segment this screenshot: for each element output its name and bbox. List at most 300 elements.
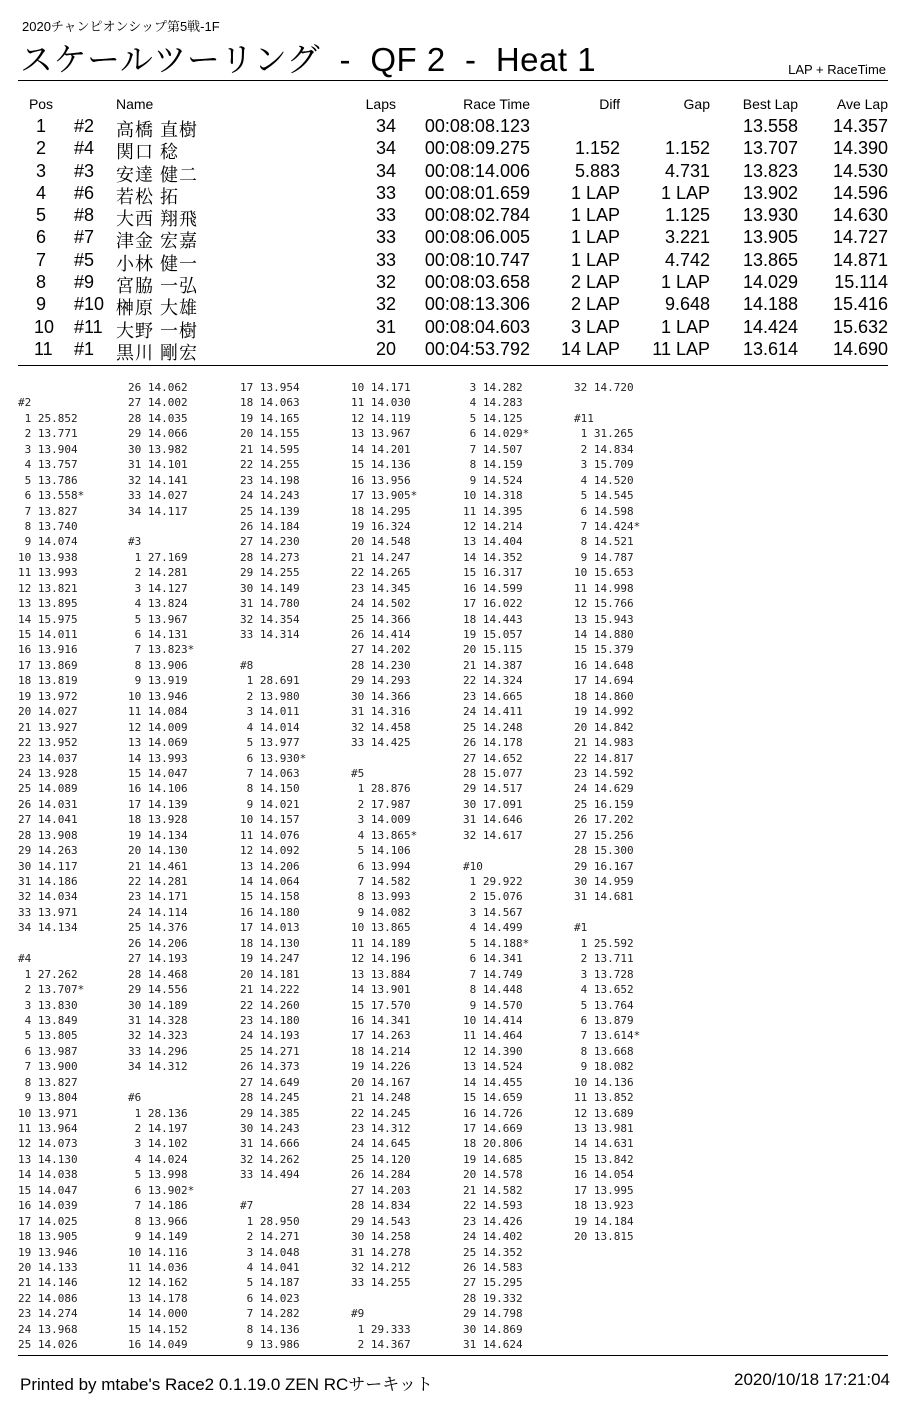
- lap-time-line: [351, 1291, 466, 1306]
- result-laps: 31: [375, 316, 396, 337]
- lap-time-line: 25 14.139: [240, 504, 300, 518]
- lap-time-line: 19 14.685: [463, 1152, 523, 1166]
- col-gap: Gap: [683, 96, 710, 112]
- lap-time-line: 20 14.167: [351, 1075, 411, 1089]
- result-diff: 5.883: [574, 160, 620, 181]
- lap-time-line: 23 14.345: [351, 581, 411, 595]
- lap-time-line: 22 14.086: [18, 1291, 78, 1305]
- result-ave-lap: 15.416: [832, 294, 888, 315]
- lap-time-line: 18 13.923: [574, 1199, 634, 1213]
- lap-time-line: 15 14.047: [128, 766, 188, 780]
- driver-lap-header: #4: [18, 952, 32, 966]
- lap-time-line: 16 13.916: [18, 643, 78, 657]
- result-laps: 33: [375, 227, 396, 248]
- lap-time-line: 20 14.155: [240, 427, 300, 441]
- result-laps: 34: [375, 116, 396, 136]
- lap-time-line: 9 13.919: [128, 674, 188, 688]
- lap-time-line: 9 14.074: [18, 535, 78, 549]
- lap-time-line: 30 13.982: [128, 442, 188, 456]
- lap-time-line: 10 14.157: [240, 813, 300, 827]
- lap-time-line: 12 14.073: [18, 1137, 78, 1151]
- lap-time-line: 22 14.593: [463, 1199, 523, 1213]
- result-pos: 9: [35, 294, 46, 315]
- lap-time-line: 4 14.283: [463, 396, 523, 410]
- result-row: [18, 272, 890, 297]
- lap-time-line: 13 13.895: [18, 597, 78, 611]
- lap-time-line: 12 14.214: [463, 519, 523, 533]
- lap-time-line: 33 14.494: [240, 1168, 300, 1182]
- lap-time-line: 3 14.009: [351, 813, 411, 827]
- driver-lap-header: #8: [240, 658, 254, 672]
- lap-time-line: 4 14.014: [240, 720, 300, 734]
- lap-time-line: 5 14.187: [240, 1276, 300, 1290]
- lap-time-line: 19 14.134: [128, 828, 188, 842]
- mode-label: LAP + RaceTime: [788, 62, 886, 77]
- result-diff: 2 LAP: [570, 294, 620, 315]
- lap-time-line: 3 14.567: [463, 905, 523, 919]
- lap-time-line: 11 13.964: [18, 1122, 78, 1135]
- lap-time-line: 19 14.165: [240, 411, 300, 425]
- lap-time-line: 23 14.180: [240, 1013, 300, 1027]
- lap-time-line: 25 14.248: [463, 720, 523, 734]
- lap-time-line: 21 14.582: [463, 1183, 523, 1197]
- lap-time-line: 26 14.414: [351, 628, 411, 641]
- result-num: #2: [74, 116, 95, 136]
- result-diff: 1.152: [574, 138, 620, 159]
- lap-time-line: 28 14.230: [351, 658, 411, 672]
- lap-time-line: 6 14.023: [240, 1291, 300, 1305]
- result-pos: 5: [35, 205, 46, 226]
- lap-time-line: 30 14.959: [574, 875, 634, 888]
- lap-time-line: 8 13.966: [128, 1214, 188, 1228]
- lap-time-line: 24 13.928: [18, 766, 78, 780]
- lap-time-line: 15 17.570: [351, 998, 411, 1012]
- result-best-lap: 13.902: [742, 182, 798, 203]
- lap-time-line: 18 13.928: [128, 813, 188, 827]
- lap-time-line: 27 14.202: [351, 643, 411, 657]
- result-diff: 1 LAP: [570, 227, 620, 248]
- lap-time-line: 30 17.091: [463, 797, 523, 811]
- result-pos: 3: [35, 160, 46, 181]
- lap-time-line: 17 13.869: [18, 658, 78, 672]
- lap-time-line: 22 14.260: [240, 998, 300, 1012]
- lap-time-line: 24 14.411: [463, 705, 523, 719]
- result-ave-lap: 14.596: [832, 182, 888, 203]
- lap-time-line: 14 15.975: [18, 612, 78, 626]
- lap-time-line: 22 14.324: [463, 674, 523, 688]
- lap-time-line: 13 13.981: [574, 1122, 634, 1135]
- result-row: [18, 317, 890, 339]
- lap-time-line: 11 13.852: [574, 1091, 634, 1105]
- lap-time-line: 22 13.952: [18, 736, 78, 750]
- lap-time-line: 30 14.243: [240, 1122, 300, 1135]
- lap-time-line: 6 14.598: [574, 504, 634, 518]
- lap-time-line: 8 13.668: [574, 1044, 634, 1058]
- lap-time-line: 11 14.036: [128, 1260, 188, 1274]
- lap-time-line: 12 15.766: [574, 597, 634, 611]
- results-table: [18, 96, 890, 361]
- result-best-lap: 13.823: [742, 160, 798, 181]
- result-num: #9: [74, 272, 95, 293]
- lap-time-line: 22 14.255: [240, 458, 300, 472]
- lap-time-line: 9 18.082: [574, 1060, 634, 1074]
- lap-time-line: 15 14.152: [128, 1322, 188, 1336]
- lap-time-line: 18 14.063: [240, 396, 300, 410]
- lap-time-line: 19 14.992: [574, 705, 634, 719]
- footer-timestamp: 2020/10/18 17:21:04: [734, 1370, 890, 1389]
- lap-time-line: 5 13.786: [18, 473, 78, 487]
- lap-time-line: 27 14.002: [128, 396, 188, 410]
- footer-rule: [18, 1355, 888, 1356]
- lap-time-line: 28 14.468: [128, 967, 188, 981]
- lap-time-line: 8 13.827: [18, 1075, 78, 1089]
- lap-time-line: 4 13.824: [128, 597, 188, 611]
- lap-time-line: 3 14.102: [128, 1137, 188, 1151]
- result-laps: 33: [375, 205, 396, 226]
- driver-lap-header: #2: [18, 396, 32, 410]
- lap-time-line: 5 14.545: [574, 489, 634, 503]
- lap-time-line: 16 14.648: [574, 658, 634, 672]
- lap-time-line: 30 14.258: [351, 1230, 411, 1244]
- lap-column: [351, 380, 466, 1353]
- result-num: #1: [74, 338, 95, 359]
- results-rule: [18, 365, 888, 366]
- lap-time-line: 8 13.993: [351, 890, 411, 904]
- lap-time-line: 28 15.300: [574, 844, 634, 858]
- lap-time-line: 23 14.171: [128, 890, 188, 904]
- result-race-time: 00:08:10.747: [424, 249, 530, 270]
- lap-time-line: 31 14.646: [463, 813, 523, 827]
- lap-time-line: 29 14.263: [18, 844, 78, 858]
- lap-time-line: 13 14.130: [18, 1152, 78, 1166]
- lap-time-line: 21 14.461: [128, 859, 188, 873]
- lap-time-line: 10 13.938: [18, 550, 78, 564]
- lap-time-line: 6 13.879: [574, 1013, 634, 1027]
- lap-time-line: 24 14.114: [128, 905, 188, 919]
- lap-time-line: 26 14.031: [18, 797, 78, 811]
- lap-time-line: 14 14.352: [463, 550, 523, 564]
- result-name: 若松 拓: [116, 186, 180, 207]
- lap-time-line: 7 13.900: [18, 1060, 78, 1074]
- lap-time-line: 26 14.062: [128, 381, 188, 394]
- lap-time-line: 29 14.385: [240, 1106, 300, 1120]
- lap-time-line: 6 13.902*: [128, 1183, 195, 1197]
- lap-time-line: 16 14.049: [128, 1338, 188, 1352]
- lap-time-line: 7 14.186: [128, 1199, 188, 1213]
- lap-column: [18, 380, 133, 1353]
- lap-time-line: 17 14.139: [128, 797, 188, 811]
- lap-time-line: 14 14.455: [463, 1075, 523, 1089]
- lap-time-line: 8 14.159: [463, 458, 523, 472]
- lap-time-line: 6 14.029*: [463, 427, 530, 441]
- result-num: #10: [74, 294, 105, 315]
- lap-time-line: 1 28.876: [351, 782, 411, 796]
- lap-time-line: 19 15.057: [463, 628, 523, 641]
- lap-time-line: 6 13.558*: [18, 489, 85, 503]
- result-num: #5: [74, 249, 95, 270]
- result-best-lap: 13.865: [742, 249, 798, 270]
- driver-lap-header: #3: [128, 535, 142, 549]
- driver-lap-header: #10: [463, 859, 483, 873]
- lap-time-line: 7 13.614*: [574, 1029, 641, 1043]
- result-name: 大西 翔飛: [116, 209, 199, 230]
- lap-time-line: 24 14.193: [240, 1029, 300, 1043]
- lap-time-line: 11 14.084: [128, 705, 188, 719]
- lap-time-line: 24 14.645: [351, 1137, 411, 1151]
- lap-time-line: 6 14.131: [128, 628, 188, 641]
- lap-time-line: 34 14.312: [128, 1060, 188, 1074]
- lap-time-line: 10 14.414: [463, 1013, 523, 1027]
- result-race-time: 00:08:09.275: [424, 138, 530, 159]
- lap-time-line: 25 14.352: [463, 1245, 523, 1259]
- result-race-time: 00:08:14.006: [424, 160, 530, 181]
- lap-time-line: 4 13.865*: [351, 828, 418, 842]
- result-laps: 20: [375, 338, 396, 359]
- lap-time-line: 11 14.189: [351, 936, 411, 950]
- lap-time-line: 13 13.884: [351, 967, 411, 981]
- col-best-lap: Best Lap: [742, 96, 798, 112]
- lap-time-line: 28 19.332: [463, 1291, 523, 1305]
- lap-time-line: 21 14.247: [351, 550, 411, 564]
- lap-time-line: 10 13.946: [128, 689, 188, 703]
- lap-time-line: 25 14.089: [18, 782, 78, 796]
- lap-time-line: 3 13.728: [574, 967, 634, 981]
- lap-time-line: 21 14.146: [18, 1276, 78, 1290]
- result-row: [18, 339, 890, 361]
- lap-time-line: 12 14.162: [128, 1276, 188, 1290]
- lap-time-line: 23 14.426: [463, 1214, 523, 1228]
- result-best-lap: 13.905: [742, 227, 798, 248]
- lap-time-line: 3 15.709: [574, 458, 634, 472]
- lap-time-line: 9 13.804: [18, 1091, 78, 1105]
- lap-time-line: 31 14.624: [463, 1338, 523, 1352]
- lap-time-line: 8 14.521: [574, 535, 634, 549]
- lap-time-line: 10 14.136: [574, 1075, 634, 1089]
- result-name: 黒川 剛宏: [116, 342, 199, 363]
- lap-time-line: 17 16.022: [463, 597, 523, 611]
- lap-time-line: 11 14.076: [240, 828, 300, 842]
- lap-time-line: 14 14.000: [128, 1307, 188, 1321]
- lap-time-line: 5 13.998: [128, 1168, 188, 1182]
- lap-time-line: 27 15.256: [574, 828, 634, 842]
- result-ave-lap: 15.114: [834, 272, 888, 293]
- lap-time-line: 26 17.202: [574, 813, 634, 827]
- lap-time-line: 20 14.548: [351, 535, 411, 549]
- result-name: 小林 健一: [116, 253, 199, 274]
- lap-time-line: 27 15.295: [463, 1276, 523, 1290]
- lap-time-line: 20 14.578: [463, 1168, 523, 1182]
- lap-time-line: 4 14.024: [128, 1152, 188, 1166]
- result-best-lap: 13.930: [742, 205, 798, 226]
- lap-time-line: 13 14.524: [463, 1060, 523, 1074]
- lap-time-line: 14 14.064: [240, 875, 300, 888]
- lap-time-line: 11 14.464: [463, 1029, 523, 1043]
- lap-time-line: 26 14.583: [463, 1260, 523, 1274]
- lap-time-line: 19 14.247: [240, 952, 300, 966]
- lap-time-line: 4 14.041: [240, 1260, 300, 1274]
- lap-time-line: 29 16.167: [574, 859, 634, 873]
- lap-time-line: 7 14.063: [240, 766, 300, 780]
- result-gap: 1 LAP: [660, 272, 710, 293]
- result-num: #11: [74, 316, 103, 337]
- lap-time-line: [351, 751, 466, 766]
- lap-time-line: 15 14.659: [463, 1091, 523, 1105]
- lap-time-line: 17 14.694: [574, 674, 634, 688]
- lap-time-line: 2 15.076: [463, 890, 523, 904]
- result-name: 安達 健二: [116, 164, 199, 185]
- result-pos: 6: [35, 227, 46, 248]
- lap-time-line: 29 14.543: [351, 1214, 411, 1228]
- lap-time-line: 31 14.316: [351, 705, 411, 719]
- lap-time-line: 12 13.821: [18, 581, 78, 595]
- result-laps: 32: [375, 272, 396, 293]
- lap-time-line: 8 14.150: [240, 782, 300, 796]
- lap-time-line: 1 27.169: [128, 550, 188, 564]
- lap-time-line: 15 14.136: [351, 458, 411, 472]
- result-pos: 2: [35, 138, 46, 159]
- lap-time-line: 5 14.106: [351, 844, 411, 858]
- result-ave-lap: 14.630: [832, 205, 888, 226]
- lap-time-line: 23 14.198: [240, 473, 300, 487]
- lap-time-line: 26 14.178: [463, 736, 523, 750]
- lap-time-line: 26 14.206: [128, 936, 188, 950]
- lap-time-line: 29 14.066: [128, 427, 188, 441]
- lap-time-line: 17 14.025: [18, 1214, 78, 1228]
- lap-time-line: 22 14.281: [128, 875, 188, 888]
- result-diff: 1 LAP: [570, 205, 620, 226]
- lap-time-line: 30 14.366: [351, 689, 411, 703]
- page-title: スケールツーリング - QF 2 - Heat 1: [20, 41, 597, 78]
- lap-time-line: 31 14.328: [128, 1013, 188, 1027]
- lap-time-line: 29 14.798: [463, 1307, 523, 1321]
- result-gap: 4.731: [664, 160, 710, 181]
- result-row: [18, 138, 890, 163]
- lap-time-line: 2 14.281: [128, 566, 188, 580]
- lap-time-line: 25 14.120: [351, 1152, 411, 1166]
- lap-time-line: 2 13.980: [240, 689, 300, 703]
- lap-time-line: 8 13.740: [18, 519, 78, 533]
- lap-time-line: 19 13.972: [18, 689, 78, 703]
- result-pos: 7: [35, 249, 46, 270]
- lap-time-line: 26 14.373: [240, 1060, 300, 1074]
- lap-time-line: 26 14.184: [240, 519, 300, 533]
- lap-time-line: 9 14.524: [463, 473, 523, 487]
- lap-time-line: 25 14.366: [351, 612, 411, 626]
- lap-time-line: [463, 843, 578, 858]
- lap-time-line: [240, 642, 355, 657]
- result-gap: 11 LAP: [652, 338, 710, 359]
- result-num: #8: [74, 205, 95, 226]
- lap-time-line: 2 17.987: [351, 797, 411, 811]
- lap-time-line: 25 14.376: [128, 921, 188, 935]
- lap-time-line: 3 13.830: [18, 998, 78, 1012]
- result-ave-lap: 15.632: [832, 316, 888, 337]
- result-num: #4: [74, 138, 95, 159]
- col-pos: Pos: [28, 96, 54, 112]
- lap-time-line: 32 14.458: [351, 720, 411, 734]
- title-rule: [18, 80, 888, 81]
- lap-time-line: 6 13.987: [18, 1044, 78, 1058]
- lap-time-line: 15 15.379: [574, 643, 634, 657]
- lap-time-line: 28 14.834: [351, 1199, 411, 1213]
- lap-time-line: 1 25.592: [574, 936, 634, 950]
- result-race-time: 00:08:01.659: [424, 182, 530, 203]
- lap-time-line: 14 14.631: [574, 1137, 634, 1151]
- lap-time-line: 22 14.245: [351, 1106, 411, 1120]
- lap-time-line: 17 13.954: [240, 381, 300, 394]
- lap-time-line: 28 15.077: [463, 766, 523, 780]
- result-diff: 14 LAP: [560, 338, 620, 359]
- result-best-lap: 14.188: [742, 294, 798, 315]
- lap-time-line: 5 13.805: [18, 1029, 78, 1043]
- lap-time-line: 19 14.184: [574, 1214, 634, 1228]
- lap-time-line: 2 14.271: [240, 1230, 300, 1244]
- result-race-time: 00:08:03.658: [424, 272, 530, 293]
- lap-time-line: 23 14.274: [18, 1307, 78, 1321]
- lap-time-line: 24 14.502: [351, 597, 411, 611]
- lap-time-line: 32 14.262: [240, 1152, 300, 1166]
- lap-time-line: 22 14.817: [574, 751, 634, 765]
- lap-time-line: 27 14.041: [18, 813, 78, 827]
- lap-time-line: 4 14.520: [574, 473, 634, 487]
- lap-time-line: 31 14.186: [18, 875, 78, 888]
- result-race-time: 00:08:04.603: [424, 316, 530, 337]
- lap-time-line: 18 14.295: [351, 504, 411, 518]
- result-ave-lap: 14.727: [832, 227, 888, 248]
- result-row: [18, 227, 890, 252]
- lap-time-line: 7 13.827: [18, 504, 78, 518]
- lap-time-line: 1 25.852: [18, 411, 78, 425]
- result-laps: 32: [375, 294, 396, 315]
- lap-time-line: 23 14.312: [351, 1122, 411, 1135]
- lap-time-line: 1 28.691: [240, 674, 300, 688]
- lap-time-line: 27 14.649: [240, 1075, 300, 1089]
- lap-time-line: 26 14.284: [351, 1168, 411, 1182]
- result-num: #6: [74, 182, 95, 203]
- lap-time-line: 20 14.842: [574, 720, 634, 734]
- lap-time-line: 32 14.323: [128, 1029, 188, 1043]
- result-gap: 4.742: [664, 249, 710, 270]
- lap-time-line: 12 14.196: [351, 952, 411, 966]
- lap-time-line: 33 14.027: [128, 489, 188, 503]
- result-num: #7: [74, 227, 95, 248]
- lap-time-line: 25 14.271: [240, 1044, 300, 1058]
- lap-time-line: 33 14.296: [128, 1044, 188, 1058]
- lap-time-line: 7 14.582: [351, 875, 411, 888]
- lap-time-line: [128, 1075, 243, 1090]
- lap-time-line: 7 14.507: [463, 442, 523, 456]
- lap-time-line: 31 14.681: [574, 890, 634, 904]
- lap-time-line: 17 13.905*: [351, 489, 418, 503]
- result-pos: 1: [35, 116, 46, 136]
- results-header: [18, 96, 890, 116]
- result-name: 津金 宏嘉: [116, 231, 199, 252]
- lap-time-line: 9 14.021: [240, 797, 300, 811]
- lap-time-line: 3 14.011: [240, 705, 300, 719]
- lap-time-line: 1 29.922: [463, 875, 523, 888]
- lap-time-line: [574, 395, 689, 410]
- lap-time-line: 27 14.230: [240, 535, 300, 549]
- result-pos: 11: [34, 338, 53, 359]
- lap-time-line: 7 14.282: [240, 1307, 300, 1321]
- result-race-time: 00:08:02.784: [424, 205, 530, 226]
- col-race-time: Race Time: [463, 96, 530, 112]
- lap-column: [463, 380, 578, 1353]
- lap-time-line: 2 13.707*: [18, 983, 85, 997]
- result-diff: 3 LAP: [570, 316, 620, 337]
- lap-time-line: 27 14.652: [463, 751, 523, 765]
- col-diff: Diff: [599, 96, 620, 112]
